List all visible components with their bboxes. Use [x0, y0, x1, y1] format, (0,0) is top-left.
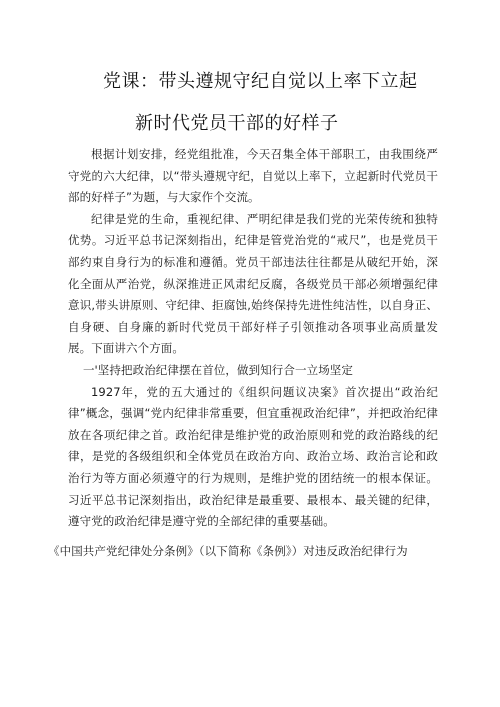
section-heading-1: 一'坚持把政治纪律摆在首位，做到知行合一立场坚定	[82, 362, 353, 377]
document-title-line-2: 新时代党员干部的好样子	[135, 113, 339, 134]
paragraph-political-discipline: 1927年，党的五大通过的《组织问题议决案》首次提出“政治纪律”概念，强调“党内纪律非常重要，但宜重视政治纪律”，并把政治纪律放在各项纪律之首。政治纪律是维护党的政治原则和党的政治路线的纪律，是党的各级组织和全体党员在政治方向、政治立场、政治言论和政治行为等方面必须遵守的行为规则，是维护党的团结统一的根本保证。习近平总书记深刻指出，政治纪律是最重要、最根本、最关键的纪律，遵守党的政治纪律是遵守党的全部纪律的重要基础。	[68, 384, 438, 529]
document-body	[48, 144, 438, 562]
paragraph-regulations: 《中国共产党纪律处分条例》（以下简称《条例》）对违反政治纪律行为	[48, 543, 408, 558]
paragraph-discipline: 纪律是党的生命，重视纪律、严明纪律是我们党的光荣传统和独特优势。习近平总书记深刻指出，纪律是管党治党的“戒尺”，也是党员干部约束自身行为的标准和遵循。党员干部违法往往都是从破纪开始，深化全面从严治党，纵深推进正风肃纪反腐，各级党员干部必须增强纪律意识,带头讲原则、守纪律、拒腐蚀,始终保持先进性纯洁性，以自身正、自身硬、自身廉的新时代党员干部好样子引领推动各项事业高质量发展。下面讲六个方面。	[68, 211, 438, 356]
paragraph-intro: 根据计划安排，经党组批准，今天召集全体干部职工，由我围绕严守党的六大纪律，以“带头遵规守纪，自觉以上率下，立起新时代党员干部的好样子”为题，与大家作个交流。	[68, 147, 438, 205]
document-title-line-1: 党课：带头遵规守纪自觉以上率下立起	[103, 71, 418, 92]
